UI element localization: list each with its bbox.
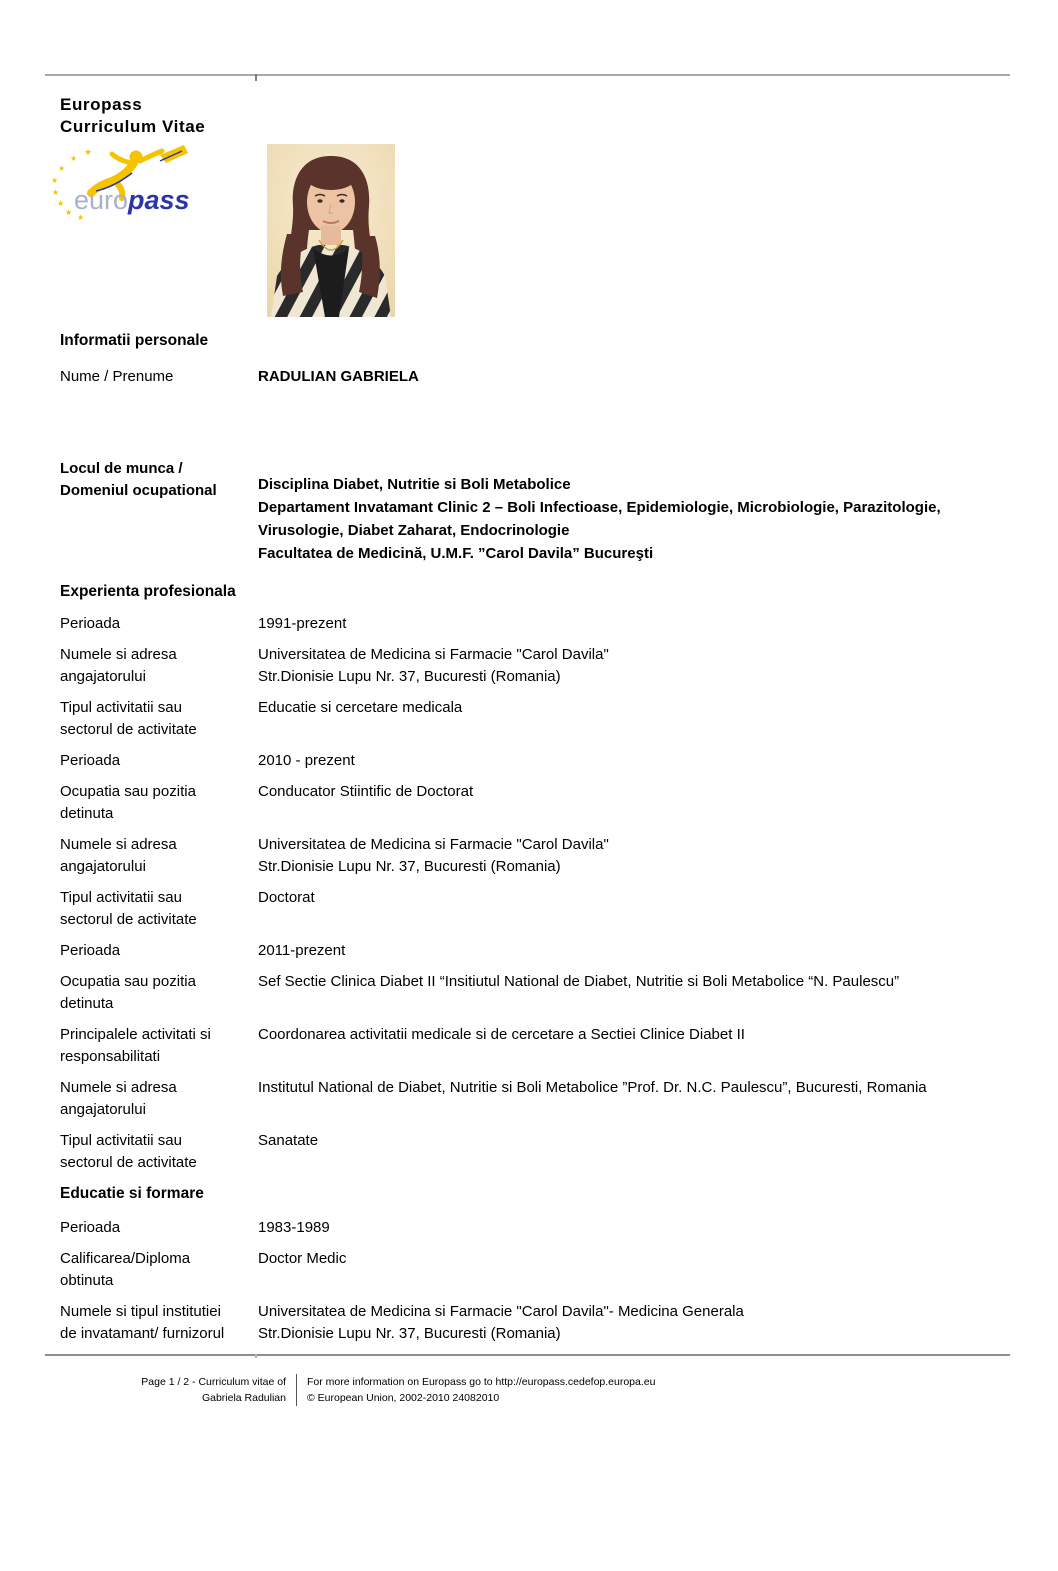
svg-text:★: ★ [84,147,93,157]
page-title-line1: Europass [60,95,143,114]
svg-text:★: ★ [58,164,66,173]
row-value: Sanatate [258,1132,319,1149]
row-label: Perioada [60,752,121,769]
row-value: 2011-prezent [258,942,346,959]
row-value: Universitatea de Medicina si Farmacie "Carol Davila" Str.Dionisie Lupu Nr. 37, Bucuresti (Romania) [258,836,609,875]
page-title-line2: Curriculum Vitae [60,117,206,136]
work-rows [60,458,1010,565]
row-label: Principalele activitati si responsabilitati [60,1026,211,1065]
logo-wordmark [74,185,190,215]
cv-header [51,76,1010,330]
row-value: Universitatea de Medicina si Farmacie "Carol Davila"- Medicina Generala Str.Dionisie Lupu Nr. 37, Bucuresti (Romania) [258,1303,744,1342]
europass-logo [48,143,218,221]
svg-text:★: ★ [52,188,60,197]
cv-row [60,781,1010,825]
row-value: Doctorat [258,889,315,906]
row-label: Numele si adresa angajatorului [60,646,177,685]
svg-text:★: ★ [77,213,85,221]
cv-row [60,971,1010,1015]
footer-europass-info [297,1374,655,1406]
row-label: Numele si tipul institutiei de invatamant/ furnizorul [60,1303,225,1342]
row-label: Calificarea/Diploma obtinuta [60,1250,191,1289]
cv-row [60,887,1010,931]
row-value: Conducator Stiintific de Doctorat [258,783,474,800]
cv-row [60,940,1010,962]
row-value: Coordonarea activitatii medicale si de cercetare a Sectiei Clinice Diabet II [258,1026,745,1043]
cv-row [60,834,1010,878]
section-heading-experience: Experienta profesionala [60,583,236,600]
cv-row [60,644,1010,688]
logo-pass-text: pass [128,185,190,215]
cv-row [60,613,1010,635]
row-label: Numele si adresa angajatorului [60,1079,177,1118]
row-value: Sef Sectie Clinica Diabet II “Insitiutul National de Diabet, Nutritie si Boli Metabolice “N. Paulescu” [258,973,900,990]
row-value: 2010 - prezent [258,752,355,769]
cv-row [60,366,1010,388]
row-value: Doctor Medic [258,1250,347,1267]
cv-page [0,74,1058,1406]
row-value: 1983-1989 [258,1219,330,1236]
svg-text:★: ★ [51,176,59,185]
row-value: RADULIAN GABRIELA [258,368,419,385]
row-label: Perioada [60,942,121,959]
portrait-photo [267,144,395,317]
svg-text:★: ★ [70,154,78,163]
personal-rows [60,366,1010,388]
footer-info-line1: For more information on Europass go to http://europass.cedefop.europa.eu [307,1376,656,1388]
section-heading-personal: Informatii personale [60,332,209,349]
row-label: Numele si adresa angajatorului [60,836,177,875]
row-label: Ocupatia sau pozitia detinuta [60,783,196,822]
education-rows [60,1217,1010,1345]
row-label: Tipul activitatii sau sectorul de activitate [60,699,197,738]
row-value: 1991-prezent [258,615,347,632]
cv-row [60,1301,1010,1345]
row-label: Nume / Prenume [60,368,174,385]
cv-row [60,1024,1010,1068]
footer-info-line2: © European Union, 2002-2010 24082010 [307,1392,500,1404]
row-value: Universitatea de Medicina si Farmacie "Carol Davila" Str.Dionisie Lupu Nr. 37, Bucuresti (Romania) [258,646,609,685]
row-label: Ocupatia sau pozitia detinuta [60,973,196,1012]
footer-divider [45,1354,1010,1356]
experience-rows [60,613,1010,1174]
footer-page-info [60,1374,294,1406]
row-label: Perioada [60,615,121,632]
row-label: Perioada [60,1219,121,1236]
cv-row [60,697,1010,741]
footer-page-line2: Gabriela Radulian [201,1392,286,1404]
cv-row [60,1130,1010,1174]
cv-row [60,458,1010,565]
row-value: Disciplina Diabet, Nutritie si Boli Metabolice Departament Invatamant Clinic 2 – Boli Infectioase, Epidemiologie, Microbiologie, Parazitologie, Virusologie, Diabet Zaharat, Endocrinologie Facultatea de Medicină, U.M.F. ”Carol Davila” Bucureşti [258,476,941,562]
row-label: Locul de munca / Domeniul ocupational [60,460,217,499]
row-label: Tipul activitatii sau sectorul de activitate [60,1132,197,1171]
cv-row [60,1217,1010,1239]
cv-row [60,1248,1010,1292]
row-value: Educatie si cercetare medicala [258,699,463,716]
footer-page-line1: Page 1 / 2 - Curriculum vitae of [141,1376,286,1388]
section-heading-education: Educatie si formare [60,1185,204,1202]
row-value: Institutul National de Diabet, Nutritie si Boli Metabolice ”Prof. Dr. N.C. Paulescu”, Bucuresti, Romania [258,1079,927,1096]
cv-row [60,1077,1010,1121]
svg-text:★: ★ [57,199,65,208]
cv-row [60,750,1010,772]
svg-text:★: ★ [65,208,73,217]
footer-column-tick [255,1354,257,1358]
page-title [60,76,1010,138]
logo-euro-text: euro [74,185,129,215]
page-footer [60,1374,1010,1406]
row-label: Tipul activitatii sau sectorul de activitate [60,889,197,928]
